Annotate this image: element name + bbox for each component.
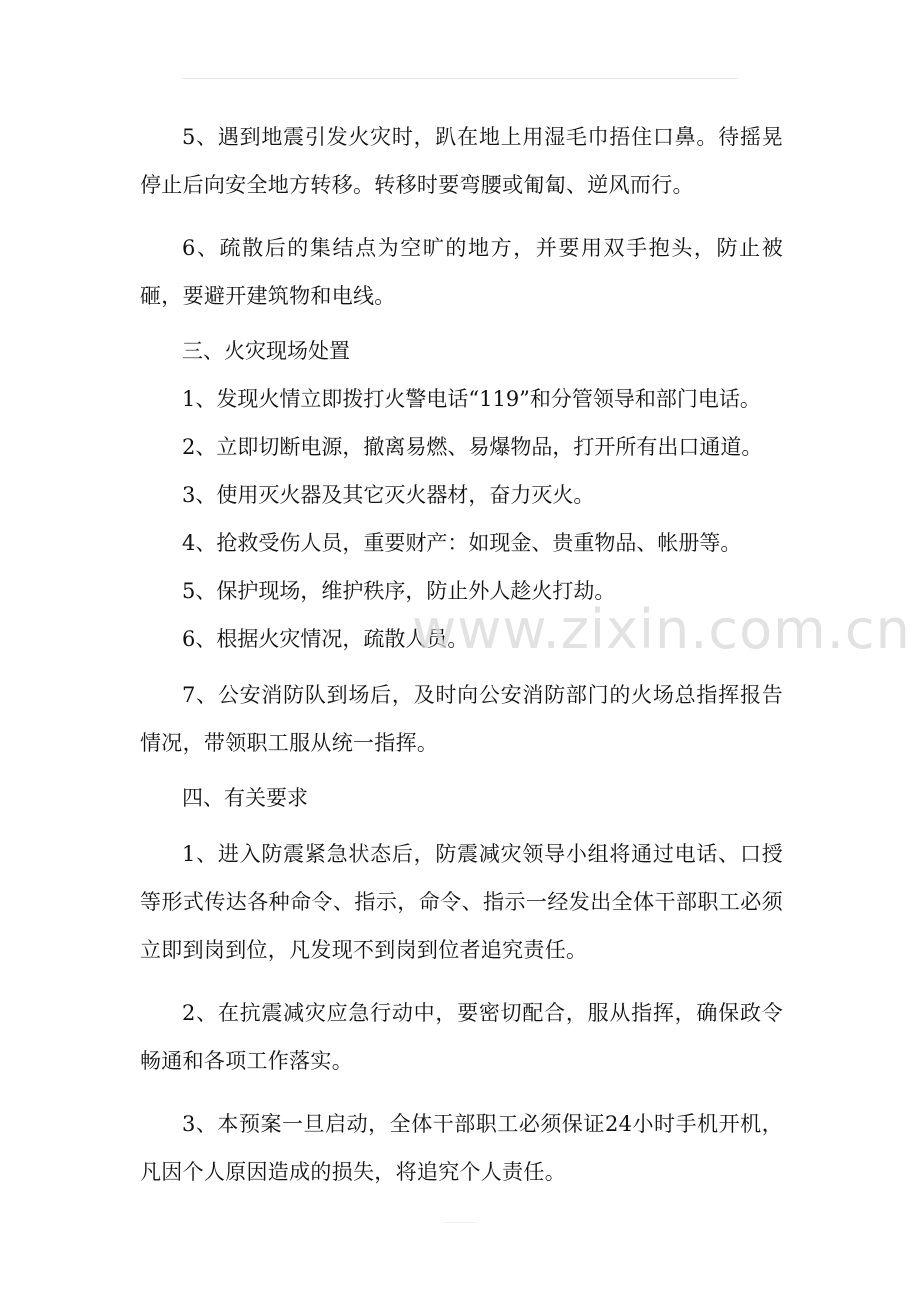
fire-step-6: 6、根据火灾情况，疏散人员。 — [182, 627, 469, 651]
fire-step-4: 4、抢救受伤人员，重要财产：如现金、贵重物品、帐册等。 — [182, 531, 742, 555]
section-heading-fire-response: 三、火灾现场处置 — [182, 339, 350, 363]
header-rule — [183, 78, 737, 79]
document-body — [140, 113, 783, 1211]
requirement-1: 1、进入防震紧急状态后，防震减灾领导小组将通过电话、口授等形式传达各种命令、指示，命令、指示一经发出全体干部职工必须立即到岗到位，凡发现不到岗到位者追究责任。 — [140, 842, 783, 962]
section-heading-requirements: 四、有关要求 — [182, 786, 308, 810]
site-watermark: www.zixin.com.cn — [412, 598, 911, 661]
fire-step-5: 5、保护现场，维护秩序，防止外人趁火打劫。 — [182, 579, 616, 603]
footer-mark — [444, 1214, 476, 1223]
paragraph-assembly-point: 6、疏散后的集结点为空旷的地方，并要用双手抱头，防止被砸，要避开建筑物和电线。 — [140, 236, 783, 308]
requirement-2: 2、在抗震减灾应急行动中，要密切配合，服从指挥，确保政令畅通和各项工作落实。 — [140, 1001, 783, 1073]
fire-step-3: 3、使用灭火器及其它灭火器材，奋力灭火。 — [182, 483, 595, 507]
fire-step-7: 7、公安消防队到场后，及时向公安消防部门的火场总指挥报告情况，带领职工服从统一指挥。 — [140, 683, 783, 755]
fire-step-1: 1、发现火情立即拨打火警电话“119”和分管领导和部门电话。 — [182, 387, 761, 411]
paragraph-earthquake-fire: 5、遇到地震引发火灾时，趴在地上用湿毛巾捂住口鼻。待摇晃停止后向安全地方转移。转移时要弯腰或匍匐、逆风而行。 — [140, 125, 783, 197]
requirement-3: 3、本预案一旦启动，全体干部职工必须保证24小时手机开机，凡因个人原因造成的损失，将追究个人责任。 — [140, 1112, 783, 1184]
fire-step-2: 2、立即切断电源，撤离易燃、易爆物品，打开所有出口通道。 — [182, 435, 763, 459]
